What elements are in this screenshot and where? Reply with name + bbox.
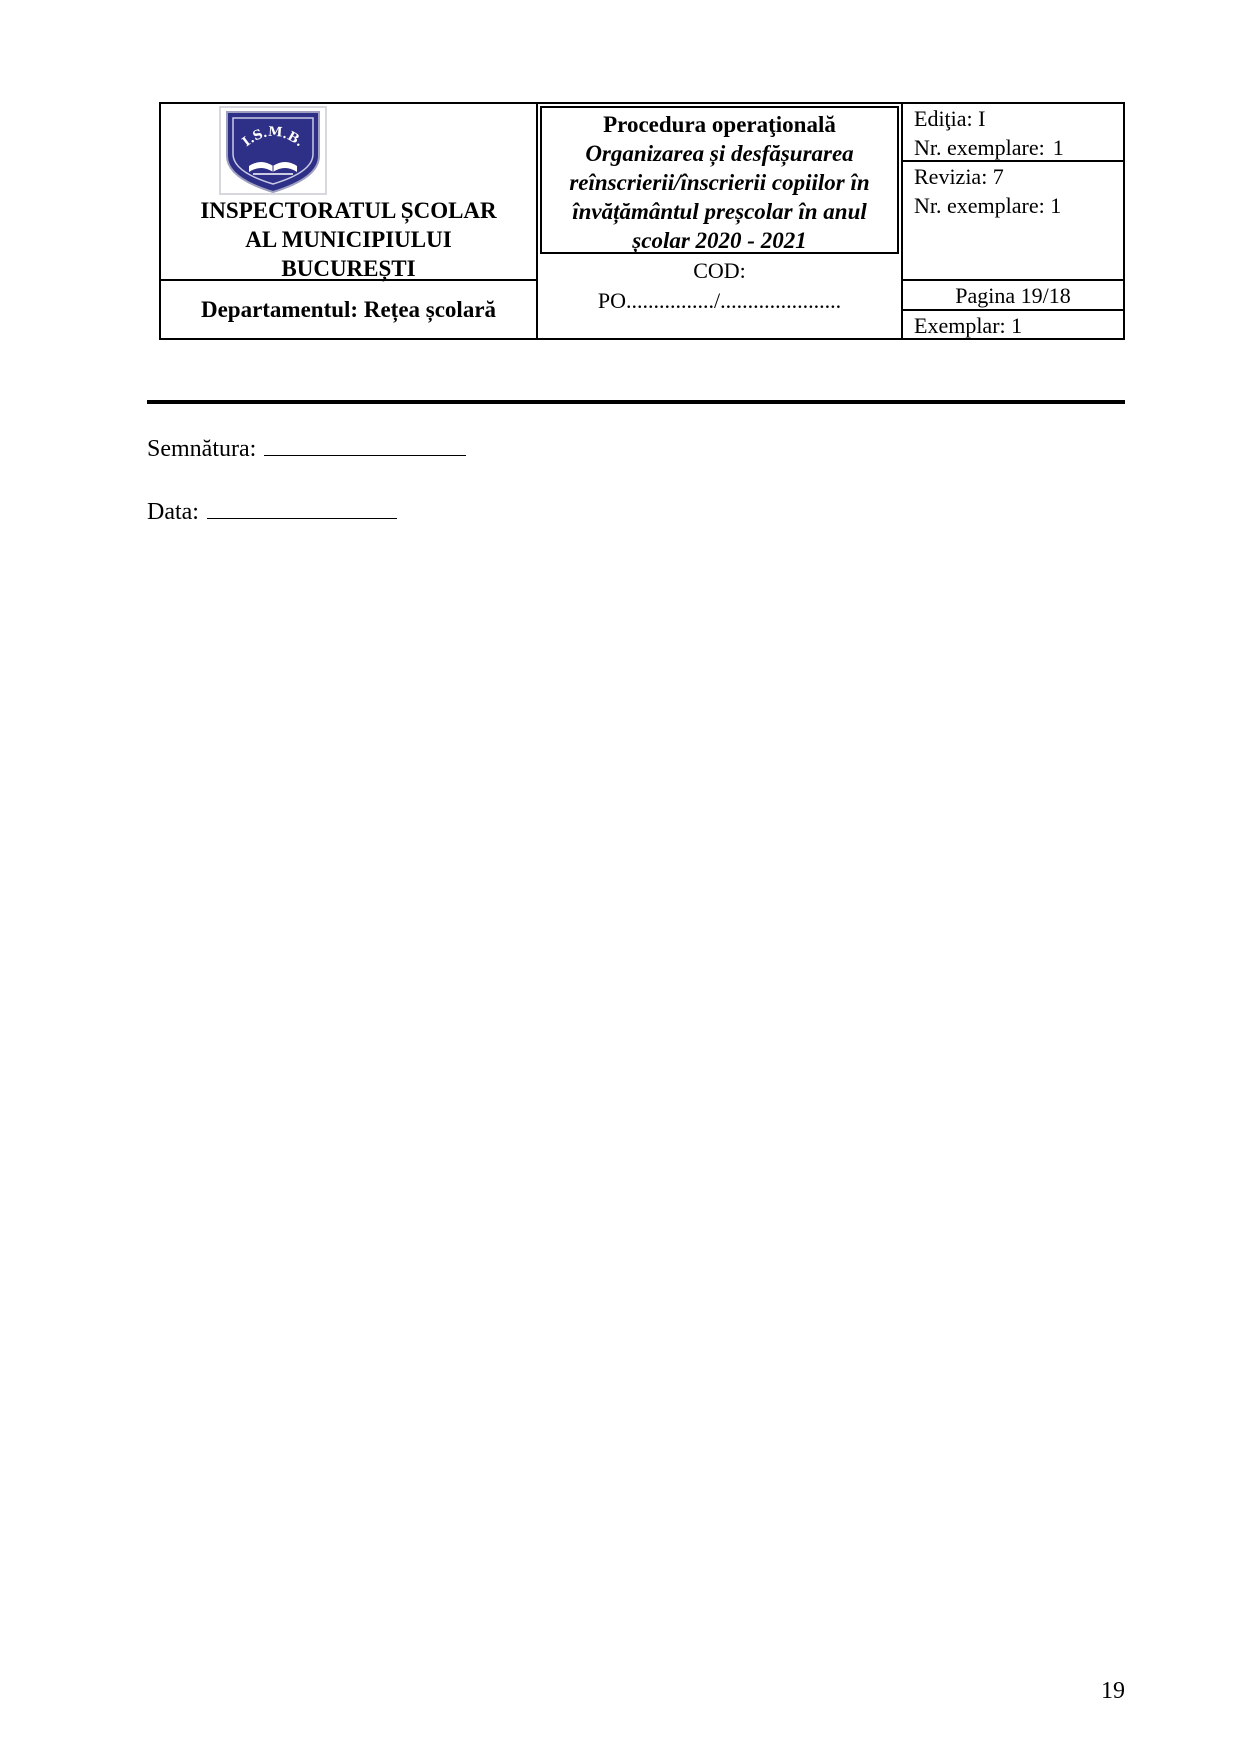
procedure-code [538,256,901,316]
page-number: 19 [1101,1678,1125,1704]
edition-cell [903,104,1123,162]
procedure-subtitle-line-2: reînscrierii/înscrierii copiilor în [569,170,870,195]
procedure-subtitle-line-1: Organizarea și desfășurarea [585,141,854,166]
revision-label: Revizia: 7 [914,164,1004,189]
document-header-table [159,102,1125,340]
date-row [147,499,397,526]
institution-line-1: INSPECTORATUL ȘCOLAR [200,198,497,223]
edition-label: Ediţia: I [914,106,986,131]
copies-label-1: Nr. exemplare: [914,135,1045,160]
copies-line-1 [914,133,1123,162]
copies-value-1: 1 [1052,135,1064,160]
code-value: PO................/...................... [597,288,842,313]
revision-column [903,104,1123,338]
department-label: Departamentul: Rețea școlară [200,296,497,322]
copies-label-2: Nr. exemplare: 1 [914,193,1062,218]
signature-label: Semnătura: [147,436,257,462]
institution-line-2: AL MUNICIPIULUI [245,227,452,252]
svg-text:I.S.M.B.: I.S.M.B. [239,124,307,151]
procedure-subtitle-line-3: învățământul preșcolar în anul [572,199,867,224]
procedure-column [538,104,903,338]
header-separator [147,400,1125,404]
revision-cell [903,162,1123,281]
code-label: COD: [693,258,746,283]
signature-blank [264,437,466,456]
date-label: Data: [147,499,199,525]
procedure-title-box [540,106,899,254]
procedure-title: Procedura operaţională [603,112,836,137]
institution-name [161,196,536,283]
institution-column [161,104,538,338]
institution-line-3: BUCUREȘTI [281,256,416,281]
procedure-subtitle-line-4: școlar 2020 - 2021 [632,228,807,253]
date-blank [207,500,397,519]
signature-row [147,436,466,463]
page-count-cell: Pagina 19/18 [903,281,1123,311]
institution-cell [161,104,536,281]
ismb-logo [219,106,327,195]
procedure-subtitle [542,139,897,255]
exemplar-cell: Exemplar: 1 [914,313,1023,338]
